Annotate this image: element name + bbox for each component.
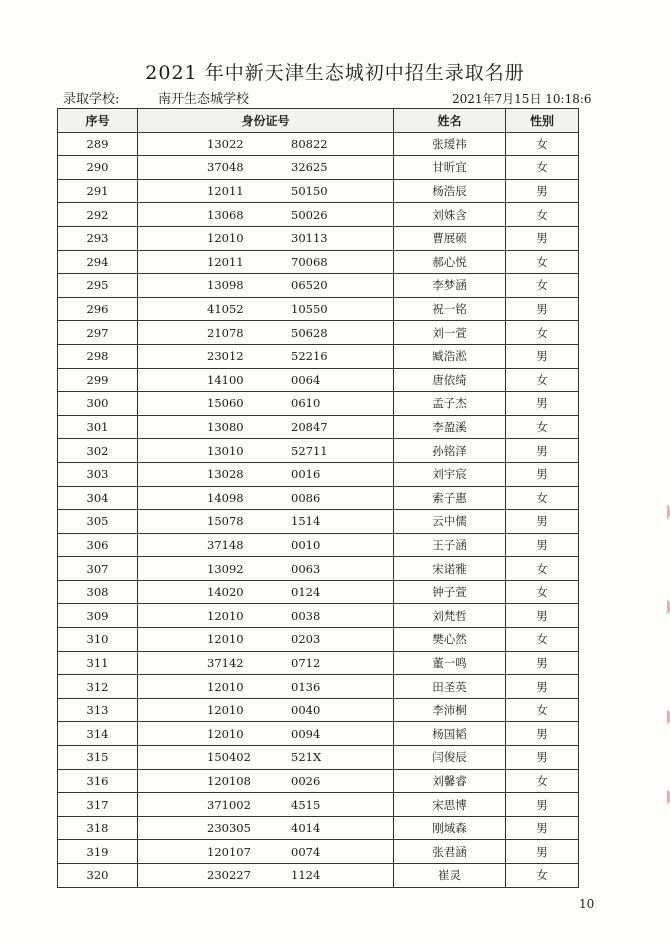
id-suffix: 30113 xyxy=(291,231,328,246)
row-seq: 293 xyxy=(58,226,138,250)
row-id xyxy=(138,698,394,722)
row-name: 宋思博 xyxy=(394,793,506,817)
row-gender: 男 xyxy=(506,533,579,557)
table-row xyxy=(58,297,579,321)
row-name: 张瑷祎 xyxy=(394,132,506,156)
id-redaction xyxy=(254,581,288,604)
id-redaction xyxy=(254,510,288,533)
row-gender: 男 xyxy=(506,439,579,463)
id-redaction xyxy=(254,416,288,439)
id-redaction xyxy=(254,321,288,344)
row-seq: 296 xyxy=(58,297,138,321)
id-suffix: 50150 xyxy=(291,184,328,199)
table-row xyxy=(58,462,579,486)
row-id xyxy=(138,769,394,793)
row-id xyxy=(138,415,394,439)
id-suffix: 0016 xyxy=(291,467,321,482)
row-seq: 295 xyxy=(58,274,138,298)
row-seq: 303 xyxy=(58,462,138,486)
id-redaction xyxy=(254,463,288,486)
id-redaction xyxy=(254,534,288,557)
document-title: 2021 年中新天津生态城初中招生录取名册 xyxy=(145,62,525,84)
id-redaction xyxy=(254,793,288,816)
id-prefix: 14100 xyxy=(207,372,244,387)
row-name: 崔灵 xyxy=(394,864,506,888)
row-seq: 318 xyxy=(58,816,138,840)
id-prefix: 150402 xyxy=(207,750,251,765)
row-id xyxy=(138,203,394,227)
id-prefix: 230227 xyxy=(207,868,251,883)
id-redaction xyxy=(254,770,288,793)
table-row xyxy=(58,439,579,463)
row-name: 王子涵 xyxy=(394,533,506,557)
id-prefix: 41052 xyxy=(207,302,244,317)
id-suffix: 0026 xyxy=(291,773,321,788)
header-id: 身份证号 xyxy=(138,109,394,133)
table-row xyxy=(58,816,579,840)
row-gender: 男 xyxy=(506,604,579,628)
id-redaction xyxy=(254,746,288,769)
row-id xyxy=(138,793,394,817)
table-row xyxy=(58,415,579,439)
id-prefix: 14098 xyxy=(207,490,244,505)
row-id xyxy=(138,557,394,581)
row-gender: 女 xyxy=(506,203,579,227)
row-gender: 女 xyxy=(506,580,579,604)
row-id xyxy=(138,321,394,345)
id-prefix: 13068 xyxy=(207,207,244,222)
table-row xyxy=(58,203,579,227)
row-id xyxy=(138,816,394,840)
row-gender: 男 xyxy=(506,510,579,534)
row-seq: 299 xyxy=(58,368,138,392)
table-row xyxy=(58,675,579,699)
id-suffix: 0010 xyxy=(291,537,321,552)
row-id xyxy=(138,250,394,274)
stamp-mark xyxy=(659,505,670,519)
row-id xyxy=(138,675,394,699)
row-seq: 291 xyxy=(58,179,138,203)
id-redaction xyxy=(254,722,288,745)
school-label: 录取学校: xyxy=(63,92,120,107)
table-row xyxy=(58,628,579,652)
row-gender: 男 xyxy=(506,179,579,203)
table-row xyxy=(58,793,579,817)
row-seq: 315 xyxy=(58,746,138,770)
row-id xyxy=(138,628,394,652)
id-prefix: 13098 xyxy=(207,278,244,293)
row-name: 杨浩辰 xyxy=(394,179,506,203)
row-seq: 307 xyxy=(58,557,138,581)
row-id xyxy=(138,226,394,250)
row-gender: 男 xyxy=(506,840,579,864)
row-gender: 男 xyxy=(506,344,579,368)
id-suffix: 0063 xyxy=(291,561,321,576)
table-row xyxy=(58,179,579,203)
table-row xyxy=(58,580,579,604)
id-suffix: 0086 xyxy=(291,490,321,505)
id-prefix: 12010 xyxy=(207,608,244,623)
row-seq: 298 xyxy=(58,344,138,368)
row-name: 唐依绮 xyxy=(394,368,506,392)
row-name: 索子惠 xyxy=(394,486,506,510)
admission-table xyxy=(57,108,579,888)
table-row xyxy=(58,368,579,392)
table-row xyxy=(58,250,579,274)
id-suffix: 0074 xyxy=(291,844,321,859)
row-seq: 311 xyxy=(58,651,138,675)
id-suffix: 0712 xyxy=(291,655,321,670)
id-suffix: 0064 xyxy=(291,372,321,387)
id-redaction xyxy=(254,392,288,415)
row-name: 刘姝含 xyxy=(394,203,506,227)
row-seq: 300 xyxy=(58,392,138,416)
table-row xyxy=(58,722,579,746)
row-id xyxy=(138,533,394,557)
id-redaction xyxy=(254,227,288,250)
row-id xyxy=(138,392,394,416)
row-name: 李沛桐 xyxy=(394,698,506,722)
id-prefix: 12011 xyxy=(207,184,244,199)
row-id xyxy=(138,580,394,604)
row-gender: 女 xyxy=(506,156,579,180)
row-name: 李盈溪 xyxy=(394,415,506,439)
table-row xyxy=(58,156,579,180)
id-prefix: 12010 xyxy=(207,726,244,741)
id-suffix: 80822 xyxy=(291,136,328,151)
row-name: 刚域森 xyxy=(394,816,506,840)
row-gender: 女 xyxy=(506,250,579,274)
row-seq: 294 xyxy=(58,250,138,274)
row-seq: 309 xyxy=(58,604,138,628)
id-suffix: 4515 xyxy=(291,797,321,812)
row-id xyxy=(138,864,394,888)
id-redaction xyxy=(254,133,288,156)
id-prefix: 23012 xyxy=(207,349,244,364)
id-suffix: 0040 xyxy=(291,703,321,718)
id-suffix: 10550 xyxy=(291,302,328,317)
id-redaction xyxy=(254,557,288,580)
row-name: 李梦涵 xyxy=(394,274,506,298)
id-redaction xyxy=(254,251,288,274)
row-name: 董一鸣 xyxy=(394,651,506,675)
header-seq: 序号 xyxy=(58,109,138,133)
table-row xyxy=(58,746,579,770)
row-id xyxy=(138,840,394,864)
id-suffix: 0038 xyxy=(291,608,321,623)
table-row xyxy=(58,344,579,368)
row-gender: 女 xyxy=(506,368,579,392)
row-gender: 男 xyxy=(506,297,579,321)
table-row xyxy=(58,651,579,675)
id-redaction xyxy=(254,817,288,840)
row-seq: 305 xyxy=(58,510,138,534)
id-redaction xyxy=(254,274,288,297)
row-seq: 314 xyxy=(58,722,138,746)
stamp-mark xyxy=(659,600,670,614)
row-gender: 女 xyxy=(506,628,579,652)
id-prefix: 37048 xyxy=(207,160,244,175)
row-id xyxy=(138,344,394,368)
row-seq: 310 xyxy=(58,628,138,652)
table-row xyxy=(58,864,579,888)
row-gender: 男 xyxy=(506,793,579,817)
page-number: 10 xyxy=(579,897,595,911)
row-name: 刘宇宸 xyxy=(394,462,506,486)
id-suffix: 1514 xyxy=(291,514,321,529)
id-redaction xyxy=(254,439,288,462)
id-suffix: 0610 xyxy=(291,396,321,411)
row-gender: 女 xyxy=(506,557,579,581)
row-name: 刘馨睿 xyxy=(394,769,506,793)
id-redaction xyxy=(254,298,288,321)
id-prefix: 13010 xyxy=(207,443,244,458)
table-row xyxy=(58,226,579,250)
id-prefix: 12010 xyxy=(207,679,244,694)
header-gender: 性别 xyxy=(506,109,579,133)
id-suffix: 1124 xyxy=(291,868,321,883)
id-suffix: 52711 xyxy=(291,443,328,458)
row-seq: 317 xyxy=(58,793,138,817)
row-gender: 男 xyxy=(506,651,579,675)
row-seq: 289 xyxy=(58,132,138,156)
id-suffix: 20847 xyxy=(291,420,328,435)
row-id xyxy=(138,510,394,534)
row-seq: 290 xyxy=(58,156,138,180)
table-header-row xyxy=(58,109,579,133)
row-name: 孙铭泽 xyxy=(394,439,506,463)
row-id xyxy=(138,722,394,746)
id-suffix: 52216 xyxy=(291,349,328,364)
row-seq: 306 xyxy=(58,533,138,557)
id-suffix: 0203 xyxy=(291,632,321,647)
row-seq: 320 xyxy=(58,864,138,888)
id-prefix: 14020 xyxy=(207,585,244,600)
id-suffix: 4014 xyxy=(291,821,321,836)
id-prefix: 13022 xyxy=(207,136,244,151)
table-row xyxy=(58,510,579,534)
id-prefix: 13080 xyxy=(207,420,244,435)
id-suffix: 50628 xyxy=(291,325,328,340)
id-prefix: 13092 xyxy=(207,561,244,576)
table-row xyxy=(58,321,579,345)
print-datetime: 2021年7月15日 10:18:6 xyxy=(452,92,592,106)
row-seq: 304 xyxy=(58,486,138,510)
row-id xyxy=(138,156,394,180)
row-id xyxy=(138,486,394,510)
id-prefix: 120108 xyxy=(207,773,251,788)
id-prefix: 12010 xyxy=(207,703,244,718)
table-row xyxy=(58,698,579,722)
id-suffix: 70068 xyxy=(291,254,328,269)
id-redaction xyxy=(254,699,288,722)
table-row xyxy=(58,557,579,581)
row-id xyxy=(138,651,394,675)
id-prefix: 15078 xyxy=(207,514,244,529)
row-name: 闫俊辰 xyxy=(394,746,506,770)
id-prefix: 230305 xyxy=(207,821,251,836)
id-prefix: 21078 xyxy=(207,325,244,340)
school-name: 南开生态城学校 xyxy=(158,92,250,107)
row-gender: 女 xyxy=(506,698,579,722)
row-name: 臧浩淞 xyxy=(394,344,506,368)
row-seq: 313 xyxy=(58,698,138,722)
row-gender: 男 xyxy=(506,462,579,486)
row-seq: 308 xyxy=(58,580,138,604)
id-redaction xyxy=(254,864,288,887)
row-name: 张君涵 xyxy=(394,840,506,864)
id-redaction xyxy=(254,369,288,392)
table-row xyxy=(58,769,579,793)
id-prefix: 12010 xyxy=(207,632,244,647)
id-redaction xyxy=(254,840,288,863)
id-prefix: 13028 xyxy=(207,467,244,482)
row-seq: 316 xyxy=(58,769,138,793)
row-id xyxy=(138,297,394,321)
table-row xyxy=(58,486,579,510)
id-suffix: 0124 xyxy=(291,585,321,600)
row-name: 田圣英 xyxy=(394,675,506,699)
table-row xyxy=(58,604,579,628)
id-prefix: 12010 xyxy=(207,231,244,246)
row-id xyxy=(138,439,394,463)
row-id xyxy=(138,746,394,770)
row-gender: 男 xyxy=(506,675,579,699)
row-gender: 男 xyxy=(506,816,579,840)
row-gender: 女 xyxy=(506,864,579,888)
row-name: 杨国韬 xyxy=(394,722,506,746)
row-name: 刘一萱 xyxy=(394,321,506,345)
id-redaction xyxy=(254,628,288,651)
id-redaction xyxy=(254,156,288,179)
id-suffix: 0136 xyxy=(291,679,321,694)
id-prefix: 37142 xyxy=(207,655,244,670)
id-redaction xyxy=(254,203,288,226)
row-seq: 292 xyxy=(58,203,138,227)
row-gender: 女 xyxy=(506,274,579,298)
row-name: 樊心然 xyxy=(394,628,506,652)
row-seq: 319 xyxy=(58,840,138,864)
row-gender: 男 xyxy=(506,226,579,250)
row-name: 甘昕宜 xyxy=(394,156,506,180)
id-prefix: 371002 xyxy=(207,797,251,812)
id-prefix: 37148 xyxy=(207,537,244,552)
row-id xyxy=(138,179,394,203)
row-name: 曹展硕 xyxy=(394,226,506,250)
row-name: 钟子萱 xyxy=(394,580,506,604)
row-id xyxy=(138,604,394,628)
id-prefix: 15060 xyxy=(207,396,244,411)
id-prefix: 120107 xyxy=(207,844,251,859)
id-redaction xyxy=(254,675,288,698)
table-row xyxy=(58,392,579,416)
row-gender: 男 xyxy=(506,392,579,416)
row-name: 祝一铭 xyxy=(394,297,506,321)
table-row xyxy=(58,132,579,156)
row-name: 宋诺雅 xyxy=(394,557,506,581)
id-redaction xyxy=(254,180,288,203)
row-id xyxy=(138,274,394,298)
row-gender: 女 xyxy=(506,769,579,793)
id-suffix: 32625 xyxy=(291,160,328,175)
row-gender: 女 xyxy=(506,486,579,510)
id-redaction xyxy=(254,652,288,675)
id-redaction xyxy=(254,487,288,510)
table-row xyxy=(58,840,579,864)
row-name: 刘梵哲 xyxy=(394,604,506,628)
id-redaction xyxy=(254,345,288,368)
row-gender: 女 xyxy=(506,415,579,439)
row-gender: 男 xyxy=(506,722,579,746)
row-seq: 312 xyxy=(58,675,138,699)
id-suffix: 0094 xyxy=(291,726,321,741)
id-suffix: 521X xyxy=(291,750,322,765)
row-seq: 302 xyxy=(58,439,138,463)
stamp-mark xyxy=(659,710,670,724)
table-row xyxy=(58,533,579,557)
table-row xyxy=(58,274,579,298)
row-gender: 女 xyxy=(506,321,579,345)
id-suffix: 06520 xyxy=(291,278,328,293)
row-name: 孟子杰 xyxy=(394,392,506,416)
row-seq: 301 xyxy=(58,415,138,439)
row-id xyxy=(138,132,394,156)
row-name: 郝心悦 xyxy=(394,250,506,274)
id-suffix: 50026 xyxy=(291,207,328,222)
row-seq: 297 xyxy=(58,321,138,345)
stamp-mark xyxy=(659,790,670,804)
row-gender: 女 xyxy=(506,132,579,156)
row-id xyxy=(138,368,394,392)
header-name: 姓名 xyxy=(394,109,506,133)
row-id xyxy=(138,462,394,486)
id-prefix: 12011 xyxy=(207,254,244,269)
id-redaction xyxy=(254,604,288,627)
row-name: 云中儒 xyxy=(394,510,506,534)
row-gender: 男 xyxy=(506,746,579,770)
